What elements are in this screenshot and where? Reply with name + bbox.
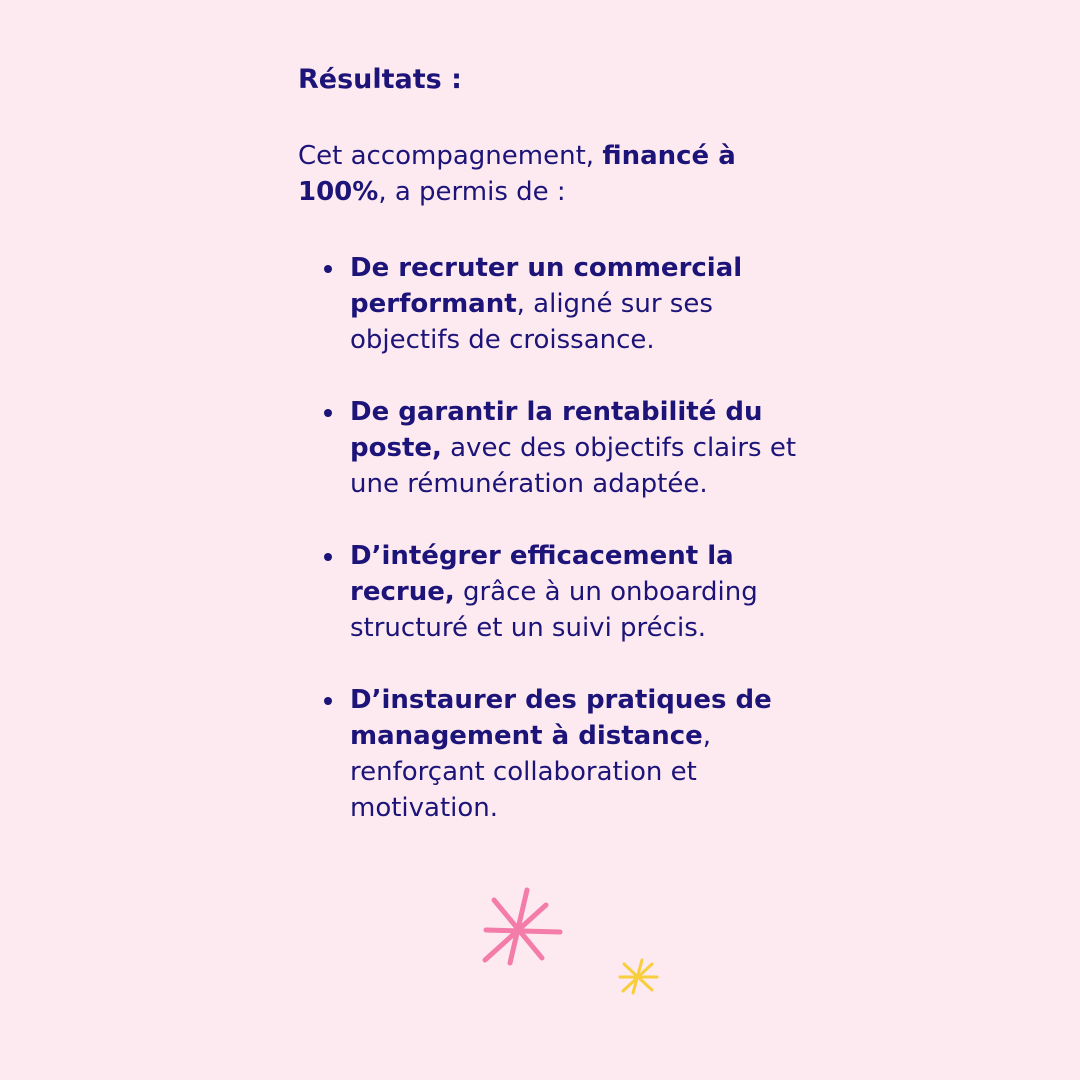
result-item-text: avec des objectifs clairs et une rémunération adaptée. (350, 433, 797, 499)
intro-text-start: Cet accompagnement, (298, 141, 603, 171)
result-item-bold: D’instaurer des pratiques de management à distance (350, 685, 772, 751)
result-item-text: , aligné sur ses objectifs de croissance. (350, 289, 713, 355)
yellow-sparkle-icon (620, 960, 657, 993)
intro-highlight: financé à 100% (298, 141, 736, 207)
page-title: Résultats : (298, 64, 462, 95)
result-item-text: grâce à un onboarding structuré et un suivi précis. (350, 577, 758, 643)
intro-text-end: , a permis de : (378, 177, 566, 207)
result-item-bold: De recruter un commercial performant (350, 253, 743, 319)
result-item-bold: D’intégrer efficacement la recrue, (350, 541, 734, 607)
result-item-text: , renforçant collaboration et motivation. (350, 721, 712, 823)
pink-sparkle-icon (485, 890, 560, 963)
result-item-bold: De garantir la rentabilité du poste, (350, 397, 763, 463)
